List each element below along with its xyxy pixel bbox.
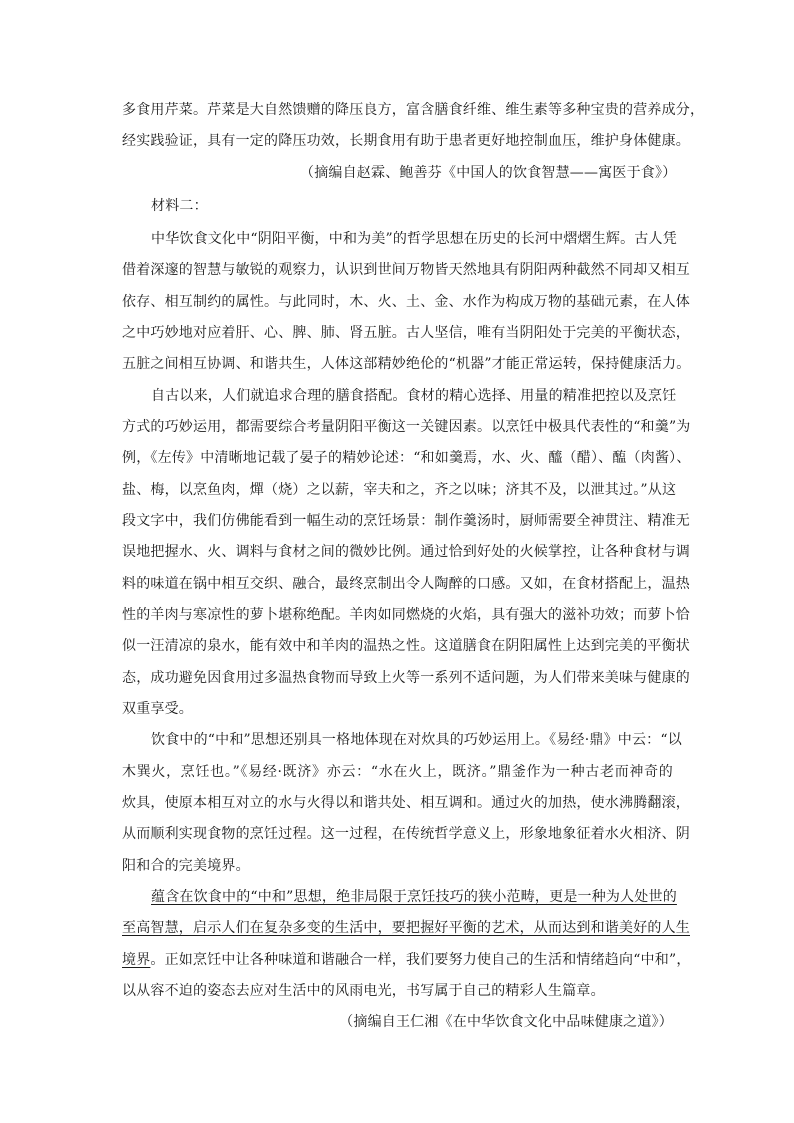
paragraph-line: 双重享受。 bbox=[122, 701, 193, 717]
paragraph-line: 态，成功避免因食用过多温热食物而导致上火等一系列不适问题，为人们带来美味与健康的 bbox=[122, 670, 690, 686]
paragraph-line: 之中巧妙地对应着肝、心、脾、肺、肾五脏。古人坚信，唯有当阴阳处于完美的平衡状态， bbox=[122, 325, 690, 341]
plain-segment: 。正如烹饪中让各种味道和谐融合一样，我们要努力使自己的生活和情绪趋向“中和”， bbox=[150, 952, 691, 968]
paragraph-line: 以从容不迫的姿态去应对生活中的风雨电光，书写属于自己的精彩人生篇章。 bbox=[122, 983, 605, 999]
paragraph-line: 盐、梅，以烹鱼肉，燀（烧）之以薪，宰夫和之，齐之以味；济其不及，以泄其过。”从这 bbox=[122, 482, 677, 498]
paragraph-line: 料的味道在锅中相互交织、融合，最终烹制出令人陶醉的口感。又如，在食材搭配上，温热 bbox=[122, 576, 690, 592]
paragraph-line: 自古以来，人们就追求合理的膳食搭配。食材的精心选择、用量的精准把控以及烹饪 bbox=[151, 388, 677, 404]
paragraph-line: 性的羊肉与寒凉性的萝卜堪称绝配。羊肉如同燃烧的火焰，具有强大的滋补功效；而萝卜恰 bbox=[122, 607, 690, 623]
underlined-line: 至高智慧，启示人们在复杂多变的生活中，要把握好平衡的艺术，从而达到和谐美好的人生 bbox=[122, 920, 690, 936]
source-citation-1: （摘编自赵霖、鲍善芬《中国人的饮食智慧——寓医于食》） bbox=[300, 165, 677, 181]
paragraph-line: 中华饮食文化中“阴阳平衡，中和为美”的哲学思想在历史的长河中熠熠生辉。古人凭 bbox=[151, 231, 677, 247]
underlined-segment: 境界 bbox=[122, 952, 151, 968]
paragraph-line: 饮食中的“中和”思想还别具一格地体现在对炊具的巧妙运用上。《易经·鼎》中云：“以 bbox=[151, 732, 682, 748]
paragraph-line: 从而顺利实现食物的烹饪过程。这一过程，在传统哲学意义上，形象地象征着水火相济、阴 bbox=[122, 826, 690, 842]
paragraph-line: 经实践验证，具有一定的降压功效，长期食用有助于患者更好地控制血压，维护身体健康。 bbox=[122, 133, 690, 149]
source-citation-2: （摘编自王仁湘《在中华饮食文化中品味健康之道》） bbox=[339, 1014, 673, 1030]
underlined-line: 蕴含在饮食中的“中和”思想，绝非局限于烹饪技巧的狭小范畴，更是一种为人处世的 bbox=[151, 889, 677, 905]
section-heading-material-2: 材料二： bbox=[151, 198, 208, 214]
paragraph-line-mixed bbox=[122, 951, 691, 969]
paragraph-line: 似一汪清凉的泉水，能有效中和羊肉的温热之性。这道膳食在阴阳属性上达到完美的平衡状 bbox=[122, 638, 690, 654]
paragraph-line: 木巽火，烹饪也。”《易经·既济》亦云：“水在火上，既济。”鼎釜作为一种古老而神奇的 bbox=[122, 764, 673, 780]
paragraph-line: 五脏之间相互协调、和谐共生，人体这部精妙绝伦的“机器”才能正常运转，保持健康活力。 bbox=[122, 356, 691, 372]
paragraph-line: 例，《左传》中清晰地记载了晏子的精妙论述：“和如羹焉，水、火、醯（醋）、醢（肉酱）、 bbox=[122, 450, 691, 466]
paragraph-line: 炊具，使原本相互对立的水与火得以和谐共处、相互调和。通过火的加热，使水沸腾翻滚， bbox=[122, 795, 690, 811]
paragraph-line: 依存、相互制约的属性。与此同时，木、火、土、金、水作为构成万物的基础元素，在人体 bbox=[122, 294, 690, 310]
paragraph-line: 阳和合的完美境界。 bbox=[122, 858, 250, 874]
paragraph-line: 段文字中，我们仿佛能看到一幅生动的烹饪场景：制作羹汤时，厨师需要全神贯注、精准无 bbox=[122, 513, 690, 529]
paragraph-line: 多食用芹菜。芹菜是大自然馈赠的降压良方，富含膳食纤维、维生素等多种宝贵的营养成分， bbox=[122, 102, 705, 118]
paragraph-line: 误地把握水、火、调料与食材之间的微妙比例。通过恰到好处的火候掌控，让各种食材与调 bbox=[122, 544, 690, 560]
paragraph-line: 方式的巧妙运用，都需要综合考量阴阳平衡这一关键因素。以烹饪中极具代表性的“和羹”为 bbox=[122, 419, 691, 435]
paragraph-line: 借着深邃的智慧与敏锐的观察力，认识到世间万物皆天然地具有阴阳两种截然不同却又相互 bbox=[122, 262, 690, 278]
